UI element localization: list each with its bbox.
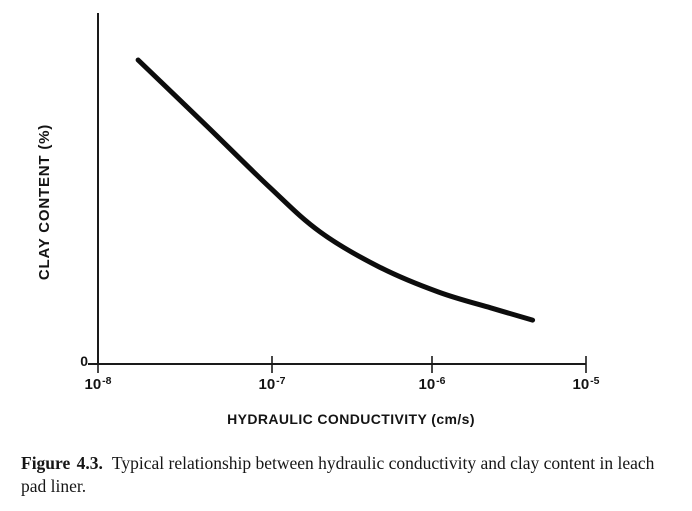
- x-tick-base: 10: [258, 376, 276, 393]
- x-tick-label: [554, 375, 618, 393]
- x-tick-exponent: -8: [102, 375, 112, 387]
- conductivity-clay-curve: [138, 60, 532, 320]
- x-tick-label: [400, 375, 464, 393]
- x-tick-base: 10: [572, 376, 590, 393]
- x-tick-label: [66, 375, 130, 393]
- x-axis-title: HYDRAULIC CONDUCTIVITY (cm/s): [227, 411, 475, 427]
- x-tick-exponent: -5: [590, 375, 600, 387]
- x-tick-label: [240, 375, 304, 393]
- figure-caption-label: Figure 4.3.: [21, 453, 103, 473]
- y-axis-title: CLAY CONTENT (%): [36, 123, 53, 281]
- x-tick-exponent: -7: [276, 375, 286, 387]
- x-tick-exponent: -6: [436, 375, 446, 387]
- y-origin-label: 0: [80, 353, 88, 369]
- x-tick-base: 10: [84, 376, 102, 393]
- figure-caption: [21, 452, 683, 498]
- x-tick-base: 10: [418, 376, 436, 393]
- figure-caption-text: Typical relationship between hydraulic conductivity and clay content in leach pad liner.: [21, 453, 655, 496]
